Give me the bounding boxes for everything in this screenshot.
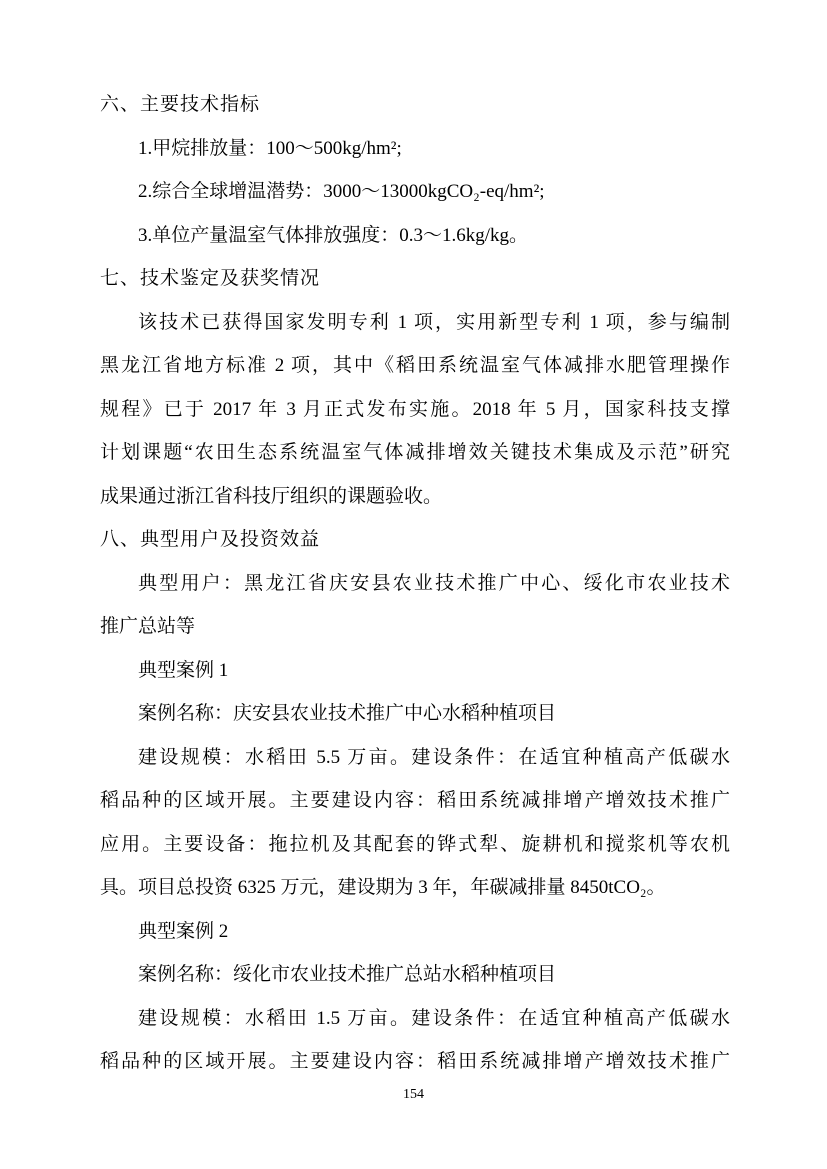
section-appraisal-awards	[100, 257, 730, 518]
paragraph-line: 建设规模：水稻田 5.5 万亩。建设条件：在适宜种植高产低碳水	[138, 746, 730, 768]
paragraph-line: 具。项目总投资 6325 万元，建设期为 3 年，年碳减排量 8450tCO₂。	[100, 877, 666, 898]
paragraph-line: 稻品种的区域开展。主要建设内容：稻田系统减排增产增效技术推广	[100, 1051, 730, 1072]
paragraph-line: 稻品种的区域开展。主要建设内容：稻田系统减排增产增效技术推广	[100, 790, 730, 811]
case-1-name: 案例名称：庆安县农业技术推广中心水稻种植项目	[138, 703, 557, 724]
list-item-intensity: 3.单位产量温室气体排放强度：0.3～1.6kg/kg。	[138, 224, 529, 246]
paragraph-line: 建设规模：水稻田 1.5 万亩。建设条件：在适宜种植高产低碳水	[138, 1007, 730, 1029]
section-heading: 七、技术鉴定及获奖情况	[100, 268, 321, 289]
paragraph-line: 应用。主要设备：拖拉机及其配套的铧式犁、旋耕机和搅浆机等农机	[100, 833, 730, 855]
section-users-benefits	[100, 518, 730, 1084]
paragraph-line: 典型用户：黑龙江省庆安县农业技术推广中心、绥化市农业技术	[138, 572, 730, 594]
paragraph-line: 黑龙江省地方标准 2 项，其中《稻田系统温室气体减排水肥管理操作	[100, 355, 730, 376]
paragraph-line: 推广总站等	[100, 616, 196, 637]
paragraph-line: 计划课题“农田生态系统温室气体减排增效关键技术集成及示范”研究	[100, 442, 730, 463]
paragraph-line: 该技术已获得国家发明专利 1 项，实用新型专利 1 项，参与编制	[138, 311, 730, 333]
section-heading: 八、典型用户及投资效益	[100, 529, 321, 550]
case-2-name: 案例名称：绥化市农业技术推广总站水稻种植项目	[138, 964, 557, 985]
case-2-title: 典型案例 2	[138, 920, 229, 942]
paragraph-line: 规程》已于 2017 年 3 月正式发布实施。2018 年 5 月，国家科技支撑	[100, 398, 730, 420]
section-heading: 六、主要技术指标	[100, 94, 261, 115]
case-1-title: 典型案例 1	[138, 659, 229, 681]
list-item-methane: 1.甲烷排放量：100～500kg/hm²;	[138, 137, 402, 159]
section-main-indicators	[100, 83, 730, 257]
paragraph-line: 成果通过浙江省科技厅组织的课题验收。	[100, 485, 443, 507]
list-item-gwp: 2.综合全球增温潜势：3000～13000kgCO₂-eq/hm²;	[138, 181, 545, 202]
page-number: 154	[403, 1087, 424, 1102]
